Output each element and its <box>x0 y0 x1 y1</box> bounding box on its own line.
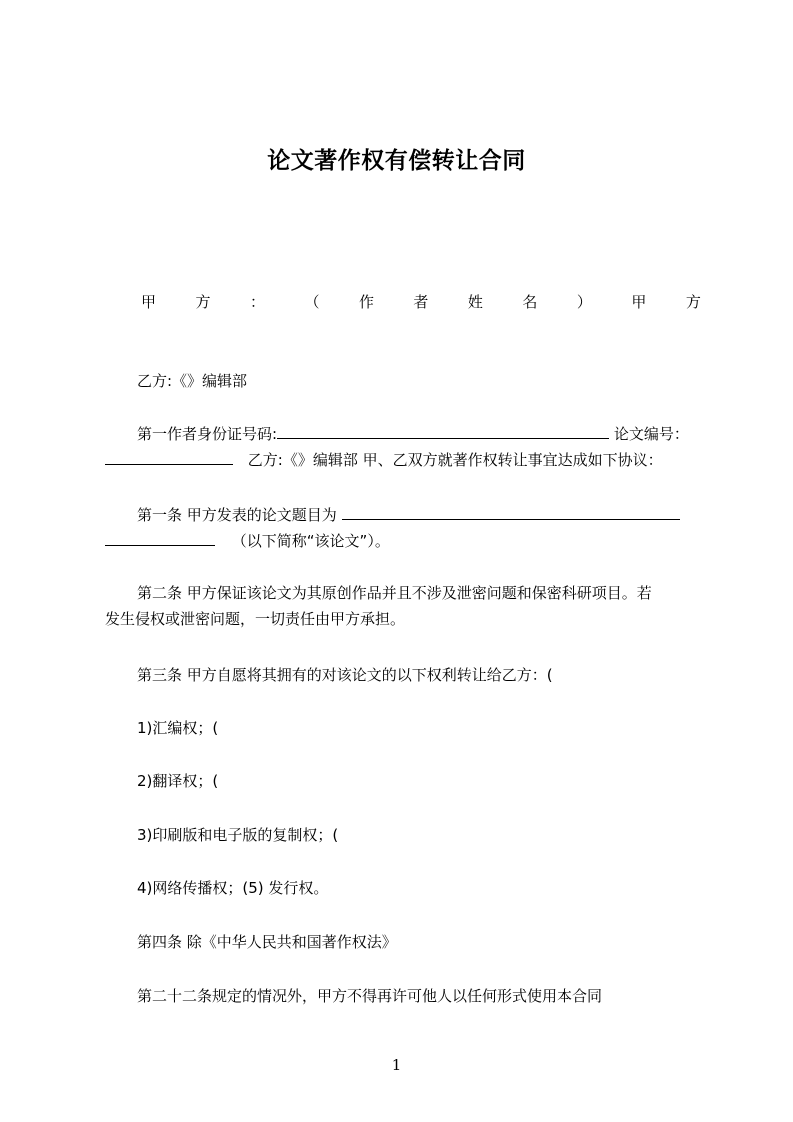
party-a-char: 甲 <box>141 293 157 311</box>
document-title: 论文著作权有偿转让合同 <box>267 148 526 174</box>
party-a-char: 甲 <box>631 293 647 311</box>
id-number-blank[interactable] <box>277 424 609 439</box>
right-item: 4)网络传播权；(5) 发行权。 <box>137 879 329 897</box>
article-2-line-2: 发生侵权或泄密问题，一切责任由甲方承担。 <box>105 610 406 628</box>
article-1-line-2 <box>105 528 701 554</box>
party-a-line <box>141 291 701 313</box>
right-item: 2)翻译权；( <box>137 772 219 790</box>
agreement-line <box>105 447 701 473</box>
party-a-char: 名 <box>522 293 538 311</box>
paper-title-blank[interactable] <box>342 505 680 520</box>
page-number: 1 <box>391 1056 402 1074</box>
article-4: 第四条 除《中华人民共和国著作权法》 <box>137 933 397 951</box>
article-1-suffix: （以下简称“该论文”）。 <box>231 532 390 550</box>
party-a-char: 姓 <box>467 293 483 311</box>
paper-number-blank[interactable] <box>105 450 233 465</box>
id-number-line <box>105 421 733 447</box>
party-a-char: ） <box>576 293 592 311</box>
agreement-text: 乙方:《》编辑部 甲、乙双方就著作权转让事宜达成如下协议： <box>247 451 663 469</box>
article-22-line: 第二十二条规定的情况外，甲方不得再许可他人以任何形式使用本合同 <box>137 987 603 1005</box>
right-item: 1)汇编权；( <box>137 719 219 737</box>
article-3: 第三条 甲方自愿将其拥有的对该论文的以下权利转让给乙方：( <box>137 666 553 684</box>
party-a-char: ： <box>249 293 265 311</box>
party-a-char: 方 <box>685 293 701 311</box>
paper-title-blank-cont[interactable] <box>105 531 215 546</box>
party-a-char: 作 <box>358 293 374 311</box>
article-1-prefix: 第一条 甲方发表的论文题目为 <box>137 506 337 524</box>
id-number-label: 第一作者身份证号码: <box>137 425 278 443</box>
article-1-line-1 <box>105 502 733 528</box>
party-b-line: 乙方:《》编辑部 <box>137 372 248 390</box>
party-a-char: 方 <box>195 293 211 311</box>
party-a-char: 者 <box>413 293 429 311</box>
right-item: 3)印刷版和电子版的复制权；( <box>137 826 339 844</box>
article-2-line-1: 第二条 甲方保证该论文为其原创作品并且不涉及泄密问题和保密科研项目。若 <box>137 584 652 602</box>
party-a-char: （ <box>304 293 320 311</box>
paper-number-label: 论文编号： <box>613 425 689 443</box>
